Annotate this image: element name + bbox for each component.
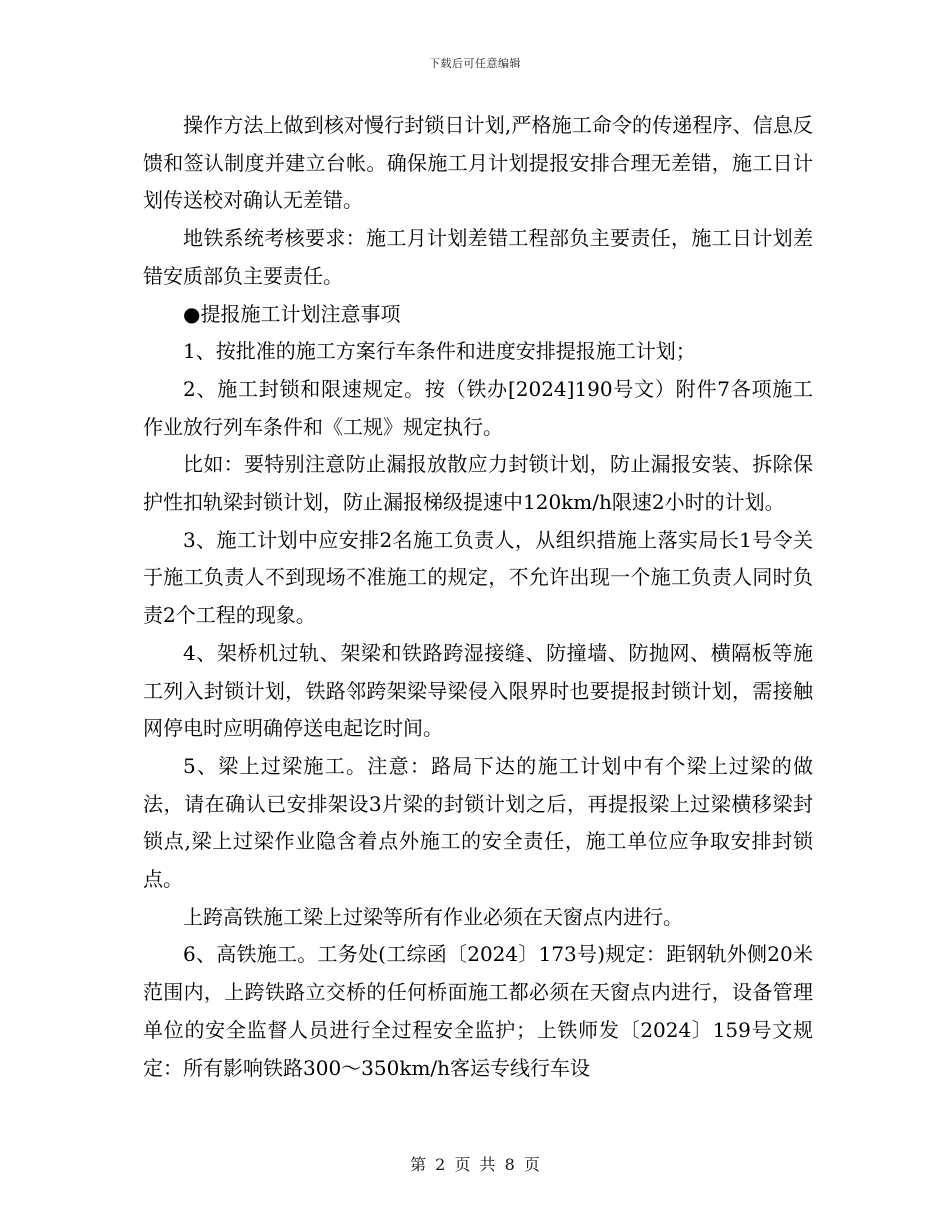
list-item-1: 1、按批准的施工方案行车条件和进度安排提报施工计划； (183, 339, 696, 364)
paragraph-example: 比如：要特别注意防止漏报放散应力封锁计划，防止漏报安装、拆除保护性扣轨梁封锁计划，防止漏报梯级提速中120km/h限速2小时的计划。 (143, 452, 813, 515)
page-number-footer: 第 2 页 共 8 页 (410, 1155, 540, 1174)
section-heading-plan-notes: ●提报施工计划注意事项 (183, 301, 401, 326)
page-header-note: 下载后可任意编辑 (429, 57, 521, 70)
list-item-5: 5、梁上过梁施工。注意：路局下达的施工计划中有个梁上过梁的做法，请在确认已安排架设3片梁的封锁计划之后，再提报梁上过梁横移梁封锁点,梁上过梁作业隐含着点外施工的安全责任，施工单位应争取安排封锁点。 (143, 753, 813, 892)
list-item-3: 3、施工计划中应安排2名施工负责人，从组织措施上落实局长1号令关于施工负责人不到现场不准施工的规定，不允许出现一个施工负责人同时负责2个工程的现象。 (143, 527, 813, 628)
document-body (143, 107, 813, 1087)
list-item-6: 6、高铁施工。工务处(工综函〔2024〕173号)规定：距钢轨外侧20米范围内，上跨铁路立交桥的任何桥面施工都必须在天窗点内进行，设备管理单位的安全监督人员进行全过程安全监护；上铁师发〔2024〕159号文规定：所有影响铁路300～350km/h客运专线行车设 (143, 942, 813, 1080)
list-item-4: 4、架桥机过轨、架梁和铁路跨湿接缝、防撞墙、防抛网、横隔板等施工列入封锁计划，铁路邻跨架梁导梁侵入限界时也要提报封锁计划，需接触网停电时应明确停送电起讫时间。 (143, 640, 813, 741)
paragraph-operation-method: 操作方法上做到核对慢行封锁日计划,严格施工命令的传递程序、信息反馈和签认制度并建立台帐。确保施工月计划提报安排合理无差错，施工日计划传送校对确认无差错。 (143, 113, 813, 213)
list-item-2: 2、施工封锁和限速规定。按（铁办[2024]190号文）附件7各项施工作业放行列车条件和《工规》规定执行。 (143, 376, 813, 439)
paragraph-metro-assessment: 地铁系统考核要求：施工月计划差错工程部负主要责任，施工日计划差错安质部负主要责任。 (143, 226, 813, 288)
paragraph-high-speed-overpass: 上跨高铁施工梁上过梁等所有作业必须在天窗点内进行。 (183, 904, 683, 929)
